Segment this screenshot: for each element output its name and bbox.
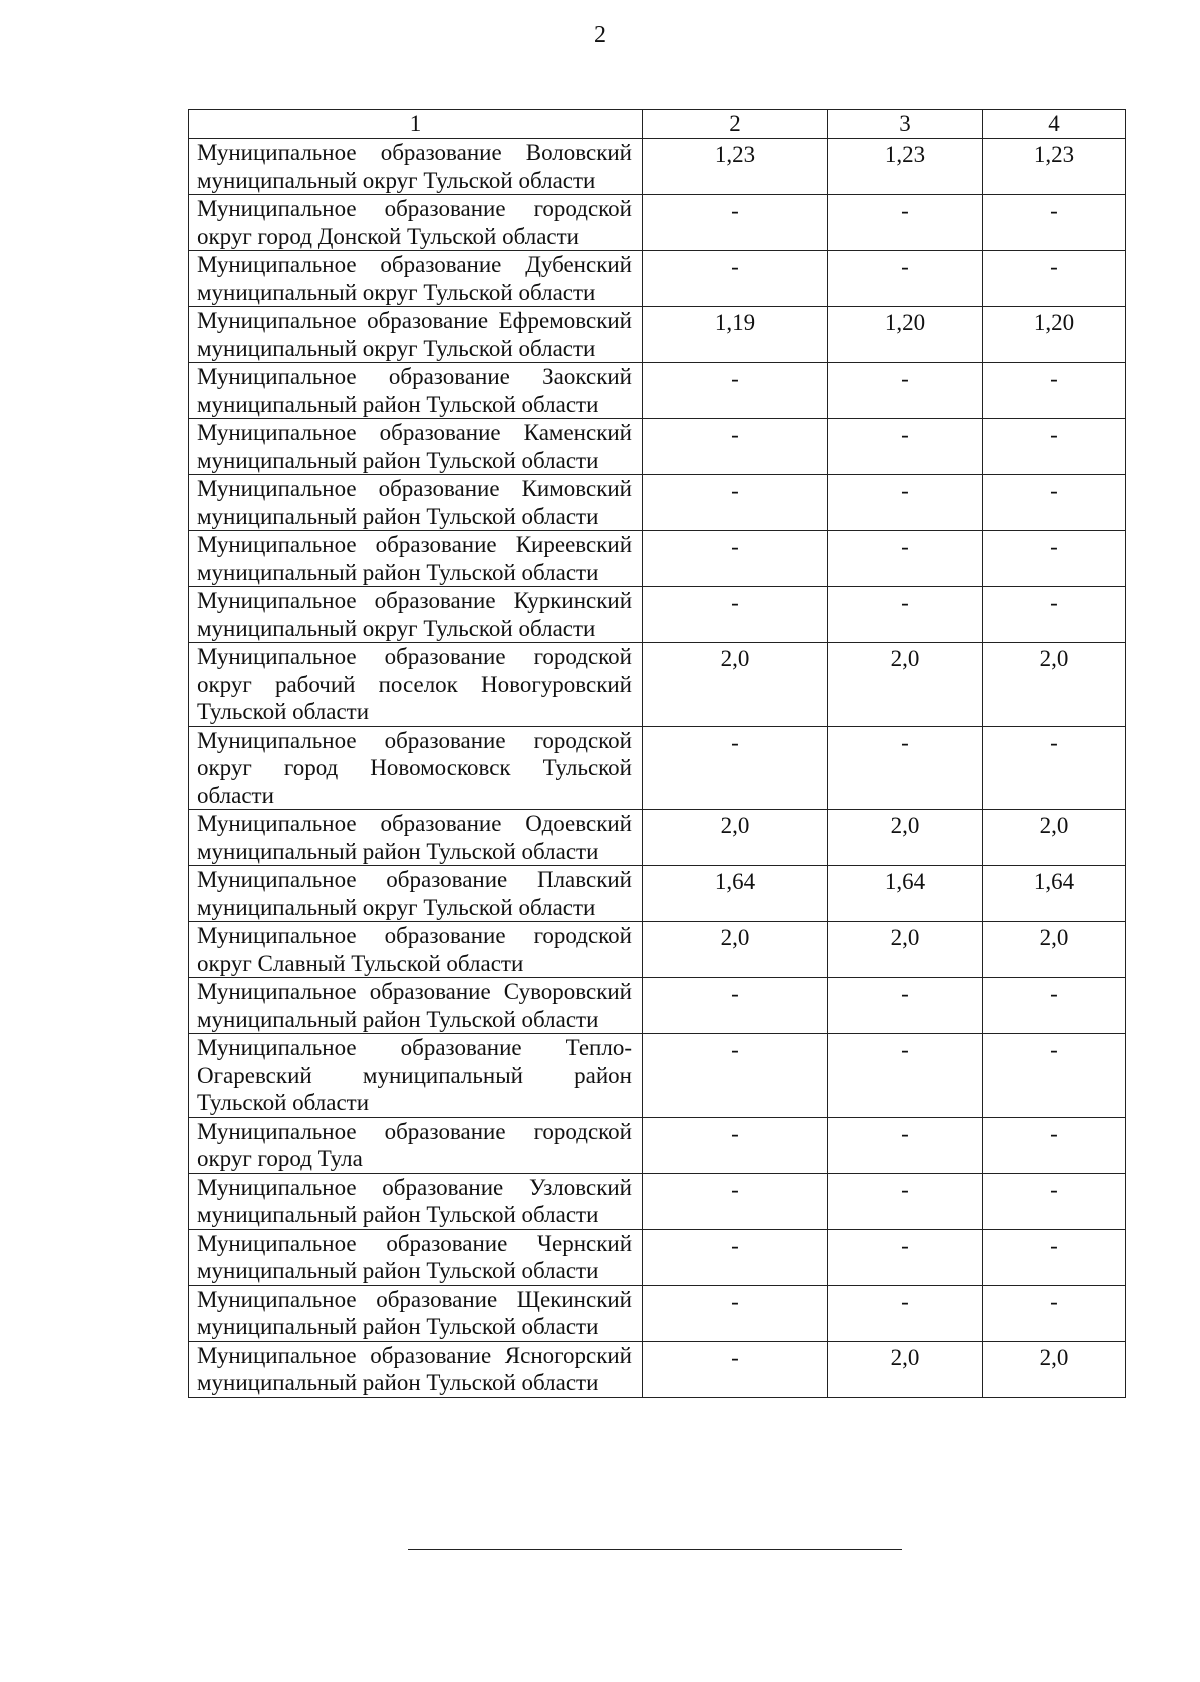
table-body [189,139,1126,1398]
municipality-name: Муниципальное образование Ясногорский муниципальный район Тульской области [189,1341,643,1397]
value-col-3: - [828,1173,983,1229]
value-col-3: - [828,1034,983,1118]
table-row [189,1117,1126,1173]
value-col-3: 1,20 [828,307,983,363]
value-col-2: - [643,726,828,810]
value-col-3: 2,0 [828,810,983,866]
value-col-4: - [983,1229,1126,1285]
table-row [189,1229,1126,1285]
value-col-3: - [828,251,983,307]
table-row [189,1034,1126,1118]
value-col-4: - [983,1173,1126,1229]
municipality-name: Муниципальное образование Воловский муниципальный округ Тульской области [189,139,643,195]
value-col-3: 2,0 [828,643,983,727]
table-row [189,922,1126,978]
value-col-4: 1,23 [983,139,1126,195]
municipality-name: Муниципальное образование Ефремовский муниципальный округ Тульской области [189,307,643,363]
column-header-3: 3 [828,110,983,139]
value-col-2: - [643,1341,828,1397]
closing-rule [408,1549,902,1550]
value-col-4: - [983,1034,1126,1118]
value-col-2: 1,19 [643,307,828,363]
municipality-name: Муниципальное образование Заокский муниципальный район Тульской области [189,363,643,419]
value-col-2: - [643,1173,828,1229]
value-col-3: - [828,195,983,251]
value-col-4: - [983,419,1126,475]
value-col-3: 1,23 [828,139,983,195]
municipality-name: Муниципальное образование Кимовский муниципальный район Тульской области [189,475,643,531]
value-col-2: - [643,587,828,643]
page-number: 2 [594,22,606,48]
municipality-name: Муниципальное образование Суворовский муниципальный район Тульской области [189,978,643,1034]
value-col-2: - [643,251,828,307]
value-col-4: - [983,475,1126,531]
table-row [189,307,1126,363]
value-col-3: - [828,726,983,810]
value-col-4: - [983,1117,1126,1173]
municipality-name: Муниципальное образование Каменский муниципальный район Тульской области [189,419,643,475]
municipality-name: Муниципальное образование Узловский муниципальный район Тульской области [189,1173,643,1229]
value-col-3: - [828,1117,983,1173]
value-col-2: 2,0 [643,922,828,978]
value-col-4: - [983,195,1126,251]
table-row [189,195,1126,251]
value-col-2: - [643,978,828,1034]
value-col-3: - [828,475,983,531]
municipality-name: Муниципальное образование городской округ город Тула [189,1117,643,1173]
municipality-name: Муниципальное образование Чернский муниципальный район Тульской области [189,1229,643,1285]
value-col-4: - [983,363,1126,419]
value-col-2: - [643,531,828,587]
municipality-name: Муниципальное образование городской округ город Новомосковск Тульской области [189,726,643,810]
table-row [189,726,1126,810]
value-col-3: - [828,587,983,643]
table-row [189,363,1126,419]
table-row [189,1341,1126,1397]
value-col-2: - [643,1117,828,1173]
value-col-4: - [983,726,1126,810]
value-col-3: 2,0 [828,922,983,978]
value-col-4: 2,0 [983,643,1126,727]
municipality-name: Муниципальное образование Тепло-Огаревский муниципальный район Тульской области [189,1034,643,1118]
value-col-3: 1,64 [828,866,983,922]
value-col-2: - [643,419,828,475]
table-row [189,866,1126,922]
value-col-4: - [983,1285,1126,1341]
column-header-4: 4 [983,110,1126,139]
municipality-name: Муниципальное образование Дубенский муниципальный округ Тульской области [189,251,643,307]
value-col-2: 1,64 [643,866,828,922]
value-col-4: - [983,531,1126,587]
value-col-2: - [643,475,828,531]
value-col-2: - [643,195,828,251]
table-row [189,1285,1126,1341]
value-col-4: 2,0 [983,810,1126,866]
value-col-4: - [983,978,1126,1034]
value-col-3: - [828,1229,983,1285]
value-col-2: 1,23 [643,139,828,195]
value-col-3: - [828,531,983,587]
municipality-name: Муниципальное образование Киреевский муниципальный район Тульской области [189,531,643,587]
municipality-name: Муниципальное образование городской округ Славный Тульской области [189,922,643,978]
value-col-4: 2,0 [983,1341,1126,1397]
value-col-2: - [643,1034,828,1118]
table-row [189,810,1126,866]
table-row [189,587,1126,643]
municipality-name: Муниципальное образование городской округ рабочий поселок Новогуровский Тульской области [189,643,643,727]
table-row [189,978,1126,1034]
value-col-2: 2,0 [643,643,828,727]
value-col-2: 2,0 [643,810,828,866]
value-col-4: - [983,251,1126,307]
table-row [189,1173,1126,1229]
value-col-4: 1,64 [983,866,1126,922]
value-col-2: - [643,1285,828,1341]
value-col-3: - [828,978,983,1034]
value-col-2: - [643,1229,828,1285]
value-col-3: - [828,419,983,475]
value-col-3: 2,0 [828,1341,983,1397]
table-row [189,251,1126,307]
table-row [189,419,1126,475]
table-row [189,139,1126,195]
table-row [189,475,1126,531]
municipality-name: Муниципальное образование Плавский муниципальный округ Тульской области [189,866,643,922]
column-header-1: 1 [189,110,643,139]
table-header-row [189,110,1126,139]
value-col-3: - [828,1285,983,1341]
value-col-4: 1,20 [983,307,1126,363]
municipality-name: Муниципальное образование Щекинский муниципальный район Тульской области [189,1285,643,1341]
municipality-name: Муниципальное образование Одоевский муниципальный район Тульской области [189,810,643,866]
coefficients-table [188,109,1126,1398]
value-col-4: - [983,587,1126,643]
value-col-4: 2,0 [983,922,1126,978]
table-row [189,531,1126,587]
column-header-2: 2 [643,110,828,139]
municipality-name: Муниципальное образование городской округ город Донской Тульской области [189,195,643,251]
value-col-3: - [828,363,983,419]
municipality-name: Муниципальное образование Куркинский муниципальный округ Тульской области [189,587,643,643]
table-row [189,643,1126,727]
value-col-2: - [643,363,828,419]
